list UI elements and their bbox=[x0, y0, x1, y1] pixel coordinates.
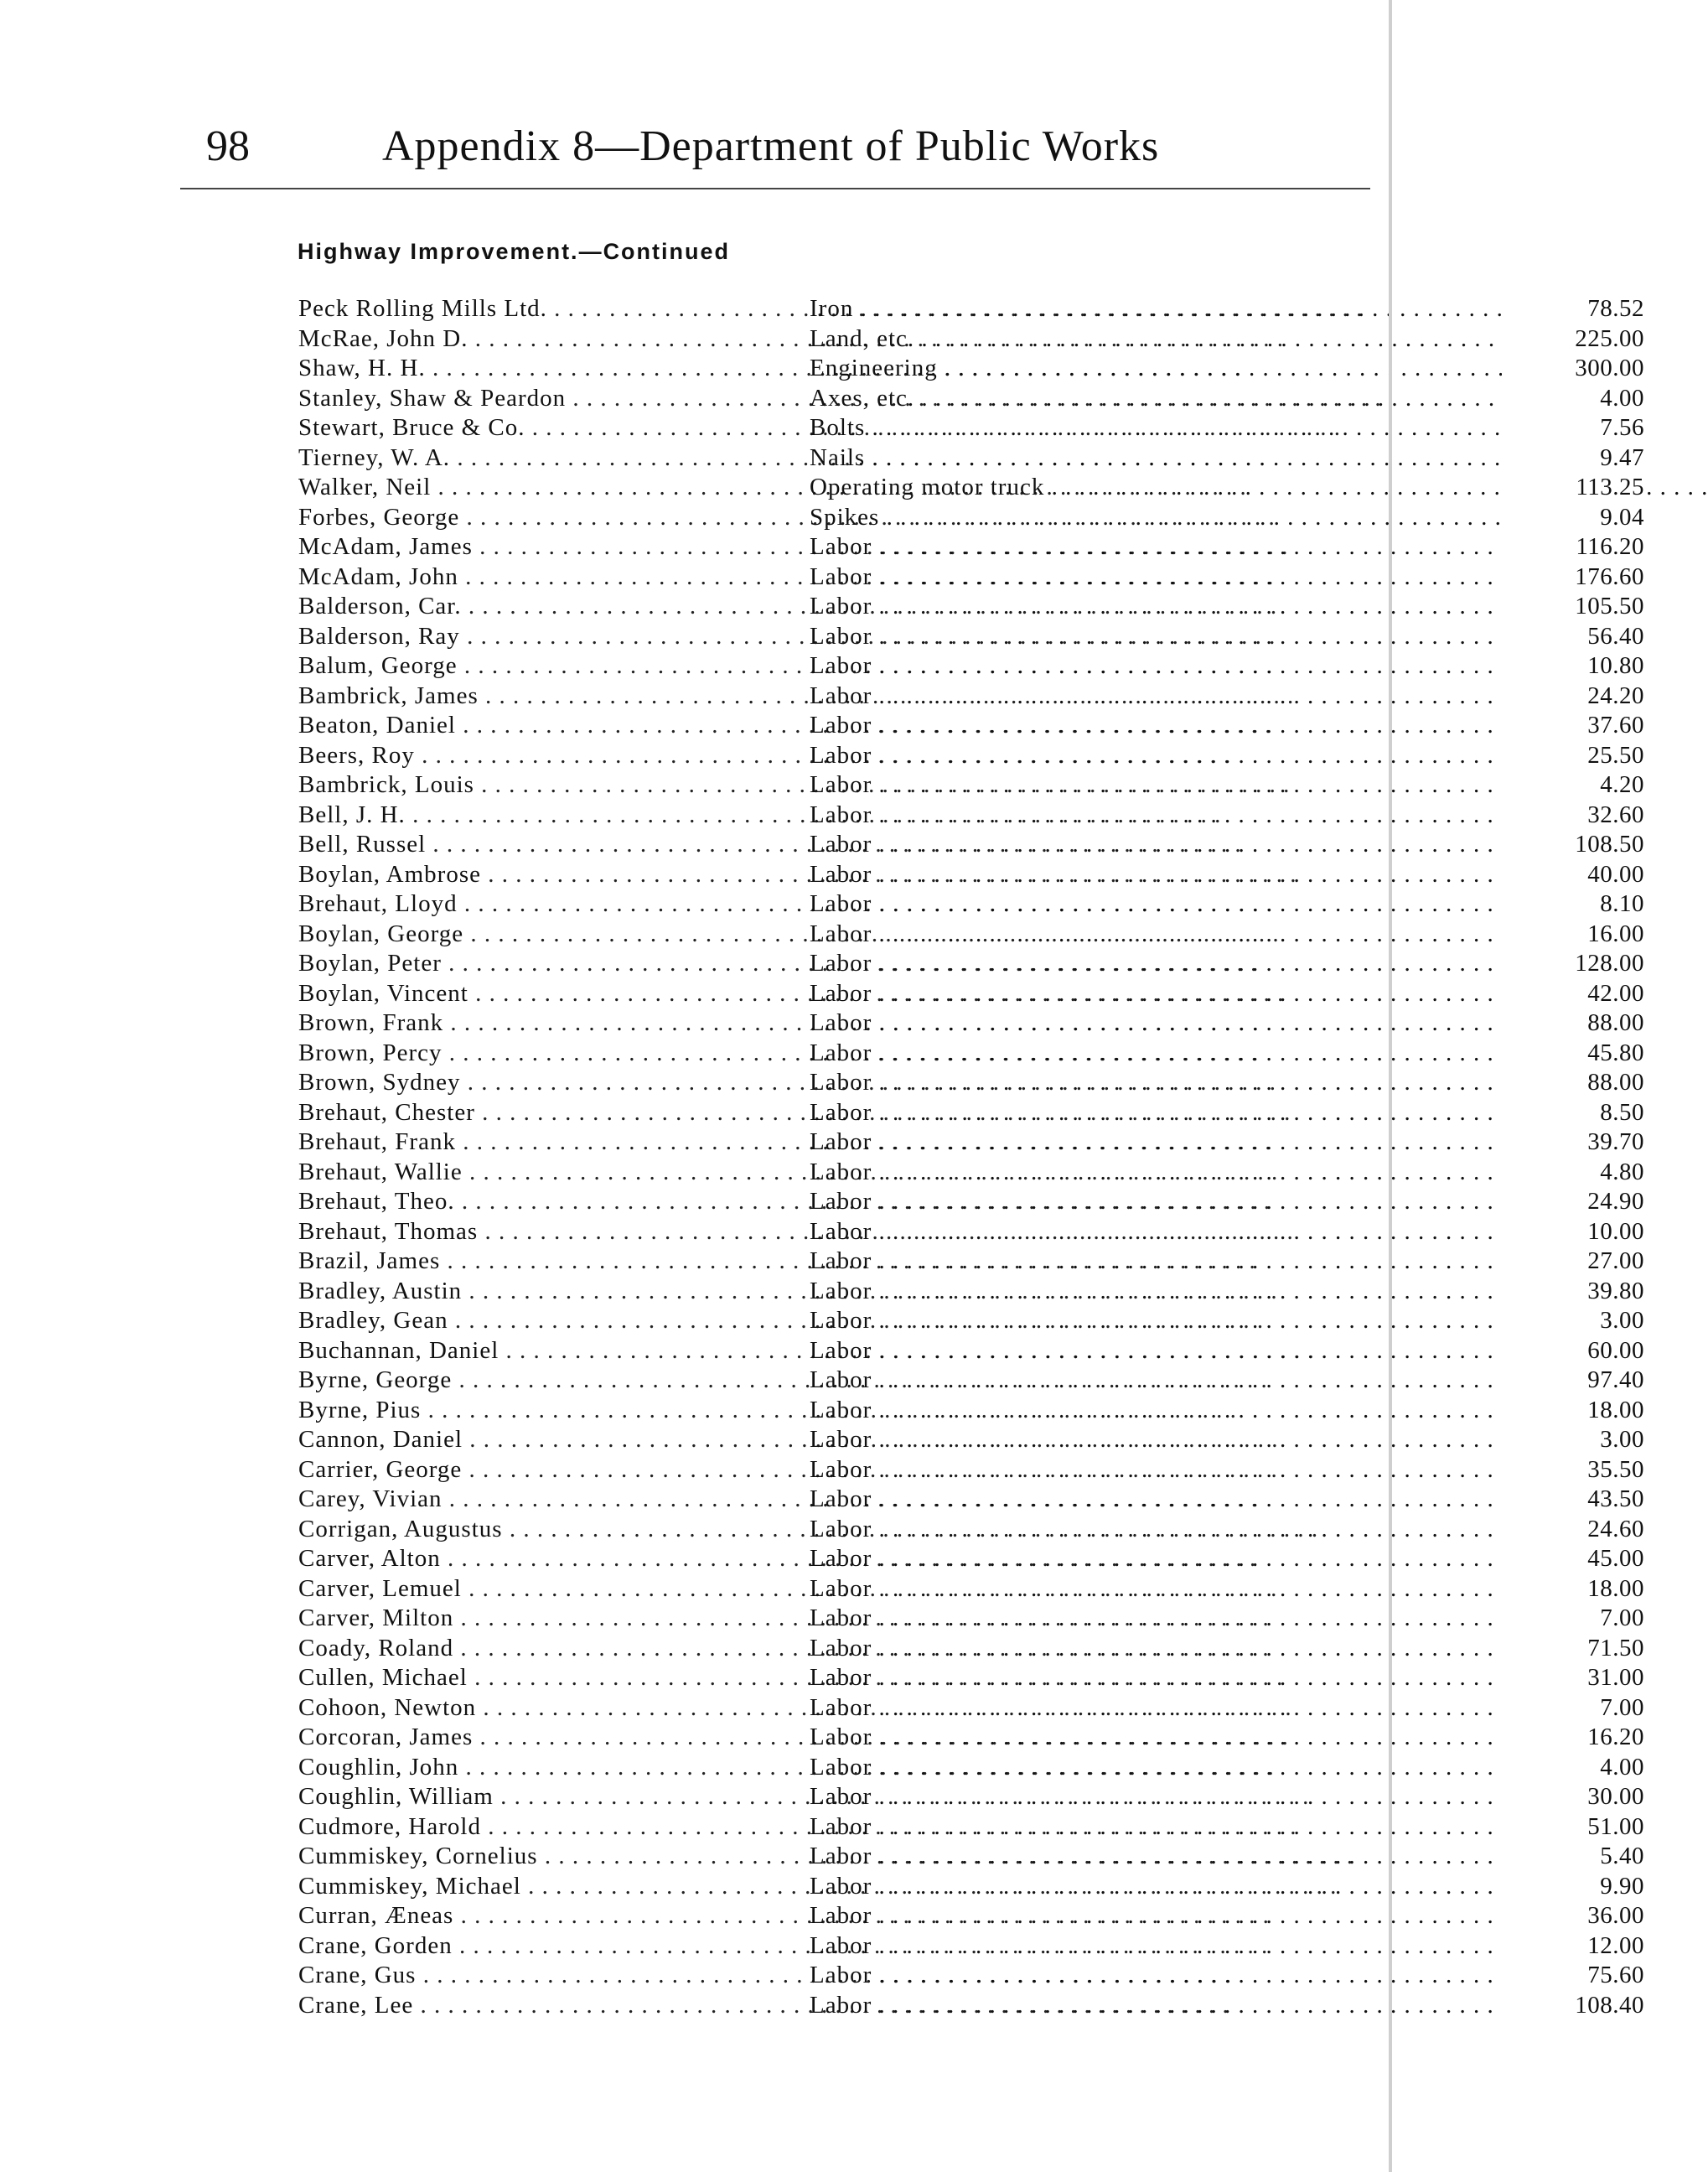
expense-item: Labor . . . bbox=[810, 532, 1497, 562]
ledger-row bbox=[298, 1842, 1644, 1872]
expense-item: Nails . . . bbox=[810, 443, 1497, 474]
section-heading: Highway Improvement.—Continued bbox=[298, 239, 731, 264]
payee-name: Brehaut, Chester . . . bbox=[298, 1098, 805, 1128]
expense-item: Labor . . . bbox=[810, 1247, 1497, 1277]
amount: 16.20 bbox=[1502, 1723, 1644, 1753]
payee-name: Bambrick, Louis . . . bbox=[298, 770, 805, 801]
amount: 18.00 bbox=[1502, 1574, 1644, 1604]
expense-item: Labor . . . bbox=[810, 1604, 1497, 1634]
payee-name: Balderson, Car. . . . bbox=[298, 592, 805, 622]
ledger-row bbox=[298, 1425, 1644, 1455]
expense-item: Labor . . . bbox=[810, 1961, 1497, 1991]
ledger-row bbox=[298, 1127, 1644, 1158]
expense-item: Labor . . . bbox=[810, 1277, 1497, 1307]
expense-item: Labor . . . bbox=[810, 1842, 1497, 1872]
expense-item: Engineering . . . bbox=[810, 354, 1497, 384]
amount: 71.50 bbox=[1502, 1634, 1644, 1664]
payee-name: Cummiskey, Michael . . . bbox=[298, 1872, 805, 1902]
amount: 39.80 bbox=[1502, 1277, 1644, 1307]
expense-item: Labor . . . bbox=[810, 562, 1497, 593]
ledger-row bbox=[298, 1723, 1644, 1753]
payee-name: Boylan, Ambrose . . . bbox=[298, 860, 805, 890]
payee-name: Cannon, Daniel . . . bbox=[298, 1425, 805, 1455]
amount: 3.00 bbox=[1502, 1306, 1644, 1336]
amount: 27.00 bbox=[1502, 1247, 1644, 1277]
payee-name: Corcoran, James . . . bbox=[298, 1723, 805, 1753]
amount: 16.00 bbox=[1502, 920, 1644, 950]
amount: 108.40 bbox=[1502, 1991, 1644, 2021]
expense-item: Labor . . . bbox=[810, 622, 1497, 652]
payee-name: Bell, Russel . . . bbox=[298, 830, 805, 860]
payee-name: Brehaut, Thomas . . . bbox=[298, 1217, 805, 1247]
expense-item: Labor . . . bbox=[810, 1782, 1497, 1812]
amount: 300.00 bbox=[1502, 354, 1644, 384]
payee-name: Brehaut, Lloyd . . . bbox=[298, 889, 805, 920]
expense-item: Labor . . . bbox=[810, 1068, 1497, 1098]
payee-name: McAdam, James . . . bbox=[298, 532, 805, 562]
payee-name: Brown, Sydney . . . bbox=[298, 1068, 805, 1098]
payee-name: Crane, Lee . . . bbox=[298, 1991, 805, 2021]
amount: 225.00 bbox=[1502, 324, 1644, 355]
amount: 18.00 bbox=[1502, 1396, 1644, 1426]
ledger-row bbox=[298, 592, 1644, 622]
amount: 75.60 bbox=[1502, 1961, 1644, 1991]
expense-item: Labor . . . bbox=[810, 1396, 1497, 1426]
amount: 60.00 bbox=[1502, 1336, 1644, 1366]
amount: 105.50 bbox=[1502, 592, 1644, 622]
expense-item: Axes, etc. . . . bbox=[810, 384, 1497, 414]
amount: 45.80 bbox=[1502, 1039, 1644, 1069]
ledger-row bbox=[298, 1961, 1644, 1991]
amount: 8.10 bbox=[1502, 889, 1644, 920]
ledger-row bbox=[298, 860, 1644, 890]
header-rule bbox=[180, 188, 1370, 189]
ledger-row bbox=[298, 354, 1644, 384]
amount: 43.50 bbox=[1502, 1485, 1644, 1515]
amount: 42.00 bbox=[1502, 979, 1644, 1009]
amount: 4.00 bbox=[1502, 384, 1644, 414]
ledger-row bbox=[298, 770, 1644, 801]
payee-name: Byrne, Pius . . . bbox=[298, 1396, 805, 1426]
amount: 128.00 bbox=[1502, 949, 1644, 979]
expense-item: Labor . . . bbox=[810, 830, 1497, 860]
expense-item: Iron . . . bbox=[810, 294, 1497, 324]
amount: 45.00 bbox=[1502, 1544, 1644, 1574]
ledger-table bbox=[298, 294, 1644, 2020]
expense-item: Labor . . . bbox=[810, 801, 1497, 831]
ledger-row bbox=[298, 443, 1644, 474]
ledger-row bbox=[298, 562, 1644, 593]
expense-item: Labor . . . bbox=[810, 651, 1497, 682]
amount: 116.20 bbox=[1502, 532, 1644, 562]
amount: 5.40 bbox=[1502, 1842, 1644, 1872]
expense-item: Labor . . . bbox=[810, 1574, 1497, 1604]
expense-item: Labor . . . bbox=[810, 1515, 1497, 1545]
amount: 10.80 bbox=[1502, 651, 1644, 682]
expense-item: Labor . . . bbox=[810, 1217, 1497, 1247]
amount: 40.00 bbox=[1502, 860, 1644, 890]
page-edge bbox=[1389, 0, 1392, 2172]
amount: 9.04 bbox=[1502, 503, 1644, 533]
ledger-row bbox=[298, 1931, 1644, 1962]
payee-name: Walker, Neil . . . bbox=[298, 473, 805, 503]
ledger-row bbox=[298, 1098, 1644, 1128]
amount: 7.00 bbox=[1502, 1693, 1644, 1724]
ledger-row bbox=[298, 1663, 1644, 1693]
page-number: 98 bbox=[206, 122, 250, 170]
amount: 4.00 bbox=[1502, 1753, 1644, 1783]
payee-name: Bradley, Austin . . . bbox=[298, 1277, 805, 1307]
amount: 31.00 bbox=[1502, 1663, 1644, 1693]
expense-item: Labor . . . bbox=[810, 1336, 1497, 1366]
ledger-row bbox=[298, 1366, 1644, 1396]
expense-item: Labor . . . bbox=[810, 741, 1497, 771]
ledger-row bbox=[298, 920, 1644, 950]
payee-name: Brehaut, Theo. . . . bbox=[298, 1187, 805, 1217]
ledger-row bbox=[298, 1306, 1644, 1336]
payee-name: Beers, Roy . . . bbox=[298, 741, 805, 771]
payee-name: Brehaut, Frank . . . bbox=[298, 1127, 805, 1158]
amount: 4.80 bbox=[1502, 1158, 1644, 1188]
ledger-row bbox=[298, 651, 1644, 682]
expense-item: Spikes . . . bbox=[810, 503, 1497, 533]
payee-name: Buchannan, Daniel . . . bbox=[298, 1336, 805, 1366]
amount: 97.40 bbox=[1502, 1366, 1644, 1396]
payee-name: Brazil, James . . . bbox=[298, 1247, 805, 1277]
expense-item: Labor . . . bbox=[810, 1187, 1497, 1217]
expense-item: Labor . . . bbox=[810, 949, 1497, 979]
ledger-row bbox=[298, 1604, 1644, 1634]
amount: 10.00 bbox=[1502, 1217, 1644, 1247]
expense-item: Labor . . . bbox=[810, 1158, 1497, 1188]
ledger-row bbox=[298, 1158, 1644, 1188]
ledger-row bbox=[298, 1634, 1644, 1664]
ledger-row bbox=[298, 711, 1644, 741]
amount: 51.00 bbox=[1502, 1812, 1644, 1843]
expense-item: Labor . . . bbox=[810, 1039, 1497, 1069]
amount: 4.20 bbox=[1502, 770, 1644, 801]
payee-name: Coughlin, William . . . bbox=[298, 1782, 805, 1812]
payee-name: Coughlin, John . . . bbox=[298, 1753, 805, 1783]
expense-item: Labor . . . bbox=[810, 1693, 1497, 1724]
expense-item: Labor . . . bbox=[810, 1991, 1497, 2021]
payee-name: Bambrick, James . . . bbox=[298, 682, 805, 712]
amount: 108.50 bbox=[1502, 830, 1644, 860]
ledger-row bbox=[298, 1872, 1644, 1902]
expense-item: Labor . . . bbox=[810, 711, 1497, 741]
expense-item: Labor . . . bbox=[810, 1872, 1497, 1902]
amount: 35.50 bbox=[1502, 1455, 1644, 1485]
expense-item: Labor . . . bbox=[810, 1008, 1497, 1039]
payee-name: Stewart, Bruce & Co. . . . bbox=[298, 413, 805, 443]
payee-name: Cummiskey, Cornelius . . . bbox=[298, 1842, 805, 1872]
amount: 56.40 bbox=[1502, 622, 1644, 652]
amount: 24.20 bbox=[1502, 682, 1644, 712]
expense-item: Labor . . . bbox=[810, 682, 1497, 712]
ledger-row bbox=[298, 503, 1644, 533]
ledger-row bbox=[298, 1187, 1644, 1217]
expense-item: Labor . . . bbox=[810, 920, 1497, 950]
ledger-row bbox=[298, 1068, 1644, 1098]
expense-item: Labor . . . bbox=[810, 1931, 1497, 1962]
amount: 88.00 bbox=[1502, 1008, 1644, 1039]
ledger-row bbox=[298, 1277, 1644, 1307]
running-title: Appendix 8—Department of Public Works bbox=[382, 122, 1160, 170]
amount: 88.00 bbox=[1502, 1068, 1644, 1098]
amount: 8.50 bbox=[1502, 1098, 1644, 1128]
expense-item: Labor . . . bbox=[810, 979, 1497, 1009]
ledger-row bbox=[298, 1336, 1644, 1366]
ledger-row bbox=[298, 473, 1644, 503]
ledger-row bbox=[298, 889, 1644, 920]
ledger-row bbox=[298, 1753, 1644, 1783]
payee-name: Corrigan, Augustus . . . bbox=[298, 1515, 805, 1545]
payee-name: Coady, Roland . . . bbox=[298, 1634, 805, 1664]
payee-name: Brehaut, Wallie . . . bbox=[298, 1158, 805, 1188]
expense-item: Labor . . . bbox=[810, 592, 1497, 622]
amount: 24.60 bbox=[1502, 1515, 1644, 1545]
expense-item: Operating motor truck . . . bbox=[810, 473, 1497, 503]
payee-name: Balderson, Ray . . . bbox=[298, 622, 805, 652]
payee-name: Bell, J. H. . . . bbox=[298, 801, 805, 831]
payee-name: Carey, Vivian . . . bbox=[298, 1485, 805, 1515]
amount: 9.47 bbox=[1502, 443, 1644, 474]
payee-name: Brown, Frank . . . bbox=[298, 1008, 805, 1039]
expense-item: Labor . . . bbox=[810, 1901, 1497, 1931]
payee-name: Cohoon, Newton . . . bbox=[298, 1693, 805, 1724]
ledger-row bbox=[298, 1008, 1644, 1039]
amount: 12.00 bbox=[1502, 1931, 1644, 1962]
ledger-row bbox=[298, 1782, 1644, 1812]
ledger-row bbox=[298, 801, 1644, 831]
page-header bbox=[206, 117, 1371, 176]
ledger-row bbox=[298, 1901, 1644, 1931]
payee-name: Cullen, Michael . . . bbox=[298, 1663, 805, 1693]
payee-name: Carver, Lemuel . . . bbox=[298, 1574, 805, 1604]
expense-item: Labor . . . bbox=[810, 1127, 1497, 1158]
expense-item: Labor . . . bbox=[810, 770, 1497, 801]
payee-name: Shaw, H. H. . . . bbox=[298, 354, 805, 384]
amount: 7.00 bbox=[1502, 1604, 1644, 1634]
amount: 7.56 bbox=[1502, 413, 1644, 443]
amount: 176.60 bbox=[1502, 562, 1644, 593]
expense-item: Labor . . . bbox=[810, 1663, 1497, 1693]
expense-item: Labor . . . bbox=[810, 860, 1497, 890]
ledger-row bbox=[298, 1039, 1644, 1069]
ledger-row bbox=[298, 622, 1644, 652]
ledger-row bbox=[298, 830, 1644, 860]
ledger-row bbox=[298, 413, 1644, 443]
payee-name: McAdam, John . . . bbox=[298, 562, 805, 593]
ledger-row bbox=[298, 682, 1644, 712]
expense-item: Labor . . . bbox=[810, 1723, 1497, 1753]
ledger-row bbox=[298, 741, 1644, 771]
payee-name: Byrne, George . . . bbox=[298, 1366, 805, 1396]
expense-item: Labor . . . bbox=[810, 1634, 1497, 1664]
amount: 78.52 bbox=[1502, 294, 1644, 324]
ledger-row bbox=[298, 1515, 1644, 1545]
expense-item: Labor . . . bbox=[810, 1366, 1497, 1396]
payee-name: Cudmore, Harold . . . bbox=[298, 1812, 805, 1843]
ledger-row bbox=[298, 949, 1644, 979]
payee-name: Crane, Gorden . . . bbox=[298, 1931, 805, 1962]
payee-name: Bradley, Gean . . . bbox=[298, 1306, 805, 1336]
ledger-row bbox=[298, 1247, 1644, 1277]
amount: 3.00 bbox=[1502, 1425, 1644, 1455]
amount: 37.60 bbox=[1502, 711, 1644, 741]
payee-name: Brown, Percy . . . bbox=[298, 1039, 805, 1069]
amount: 36.00 bbox=[1502, 1901, 1644, 1931]
payee-name: Tierney, W. A. . . . bbox=[298, 443, 805, 474]
ledger-row bbox=[298, 1217, 1644, 1247]
payee-name: Balum, George . . . bbox=[298, 651, 805, 682]
payee-name: Stanley, Shaw & Peardon . . . bbox=[298, 384, 805, 414]
expense-item: Bolts . . . bbox=[810, 413, 1497, 443]
amount: 24.90 bbox=[1502, 1187, 1644, 1217]
payee-name: Carver, Alton . . . bbox=[298, 1544, 805, 1574]
ledger-row bbox=[298, 294, 1644, 324]
payee-name: Forbes, George . . . bbox=[298, 503, 805, 533]
amount: 113.25 bbox=[1502, 473, 1644, 503]
expense-item: Labor . . . bbox=[810, 1812, 1497, 1843]
ledger-row bbox=[298, 1693, 1644, 1724]
payee-name: Boylan, George . . . bbox=[298, 920, 805, 950]
expense-item: Labor . . . bbox=[810, 889, 1497, 920]
expense-item: Land, etc. . . . bbox=[810, 324, 1497, 355]
payee-name: Boylan, Vincent . . . bbox=[298, 979, 805, 1009]
payee-name: McRae, John D. . . . bbox=[298, 324, 805, 355]
payee-name: Carrier, George . . . bbox=[298, 1455, 805, 1485]
payee-name: Boylan, Peter . . . bbox=[298, 949, 805, 979]
payee-name: Peck Rolling Mills Ltd. . . . bbox=[298, 294, 805, 324]
amount: 39.70 bbox=[1502, 1127, 1644, 1158]
expense-item: Labor . . . bbox=[810, 1098, 1497, 1128]
ledger-row bbox=[298, 324, 1644, 355]
ledger-row bbox=[298, 1485, 1644, 1515]
ledger-row bbox=[298, 1812, 1644, 1843]
ledger-row bbox=[298, 1991, 1644, 2021]
payee-name: Beaton, Daniel . . . bbox=[298, 711, 805, 741]
expense-item: Labor . . . bbox=[810, 1753, 1497, 1783]
ledger-row bbox=[298, 979, 1644, 1009]
payee-name: Carver, Milton . . . bbox=[298, 1604, 805, 1634]
ledger-row bbox=[298, 1544, 1644, 1574]
ledger-row bbox=[298, 384, 1644, 414]
ledger-row bbox=[298, 1574, 1644, 1604]
ledger-row bbox=[298, 1396, 1644, 1426]
amount: 25.50 bbox=[1502, 741, 1644, 771]
ledger-row bbox=[298, 532, 1644, 562]
amount: 30.00 bbox=[1502, 1782, 1644, 1812]
amount: 32.60 bbox=[1502, 801, 1644, 831]
amount: 9.90 bbox=[1502, 1872, 1644, 1902]
ledger-row bbox=[298, 1455, 1644, 1485]
payee-name: Curran, Æneas . . . bbox=[298, 1901, 805, 1931]
payee-name: Crane, Gus . . . bbox=[298, 1961, 805, 1991]
expense-item: Labor . . . bbox=[810, 1544, 1497, 1574]
expense-item: Labor . . . bbox=[810, 1485, 1497, 1515]
expense-item: Labor . . . bbox=[810, 1425, 1497, 1455]
expense-item: Labor . . . bbox=[810, 1306, 1497, 1336]
expense-item: Labor . . . bbox=[810, 1455, 1497, 1485]
